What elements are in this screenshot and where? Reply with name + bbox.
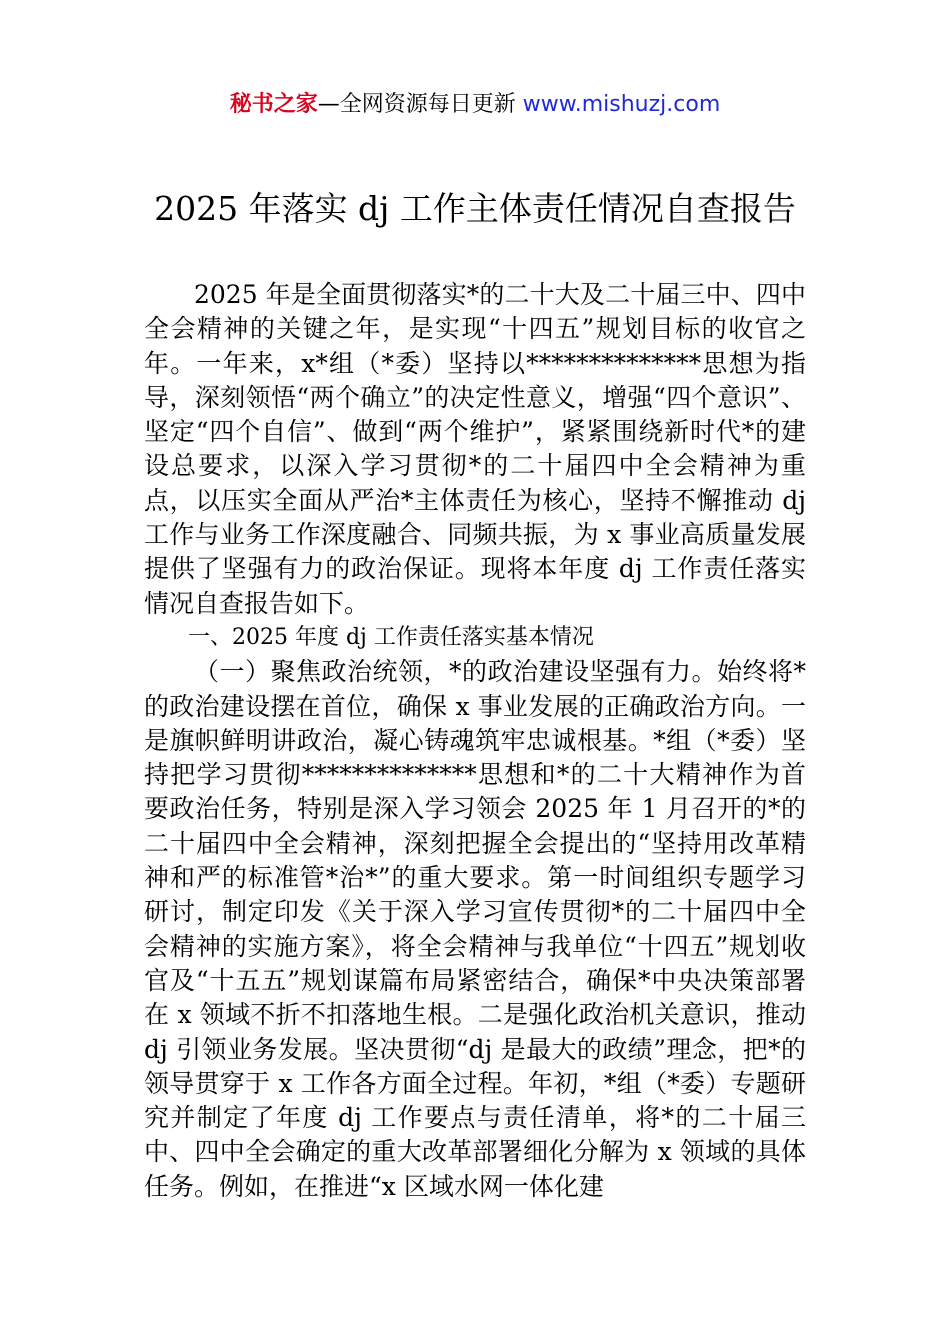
- site-url-link[interactable]: www.mishuzj.com: [522, 92, 721, 117]
- document-title: 2025 年落实 dj 工作主体责任情况自查报告: [154, 189, 796, 228]
- brand-name: 秘书之家: [229, 92, 318, 117]
- intro-paragraph: 2025 年是全面贯彻落实*的二十大及二十届三中、四中全会精神的关键之年，是实现“十四五”规划目标的收官之年。一年来，x*组（*委）坚持以**************思想为指导，深刻领悟“两个确立”的决定性意义，增强“四个意识”、坚定“四个自信”、做到“两个维护”，紧紧围绕新时代*的建设总要求，以深入学习贯彻*的二十届四中全会精神为重点，以压实全面从严治*主体责任为核心，坚持不懈推动 dj 工作与业务工作深度融合、同频共振，为 x 事业高质量发展提供了坚强有力的政治保证。现将本年度 dj 工作责任落实情况自查报告如下。: [144, 280, 806, 618]
- section-paragraph: （一）聚焦政治统领，*的政治建设坚强有力。始终将*的政治建设摆在首位，确保 x 事业发展的正确政治方向。一是旗帜鲜明讲政治，凝心铸魂筑牢忠诚根基。*组（*委）坚持把学习贯彻**************思想和*的二十大精神作为首要政治任务，特别是深入学习领会 2025 年 1 月召开的*的二十届四中全会精神，深刻把握全会提出的“坚持用改革精神和严的标准管*治*”的重大要求。第一时间组织专题学习研讨，制定印发《关于深入学习宣传贯彻*的二十届四中全会精神的实施方案》，将全会精神与我单位“十四五”规划收官及“十五五”规划谋篇布局紧密结合，确保*中央决策部署在 x 领域不折不扣落地生根。二是强化政治机关意识，推动 dj 引领业务发展。坚决贯彻“dj 是最大的政绩”理念，把*的领导贯穿于 x 工作各方面全过程。年初，*组（*委）专题研究并制定了年度 dj 工作要点与责任清单，将*的二十届三中、四中全会确定的重大改革部署细化分解为 x 领域的具体任务。例如，在推进“x 区域水网一体化建: [144, 657, 806, 1201]
- document-body: [144, 278, 806, 1204]
- header-tagline: —全网资源每日更新: [317, 92, 523, 117]
- section-heading: 一、2025 年度 dj 工作责任落实基本情况: [188, 624, 594, 650]
- site-header: [0, 88, 950, 122]
